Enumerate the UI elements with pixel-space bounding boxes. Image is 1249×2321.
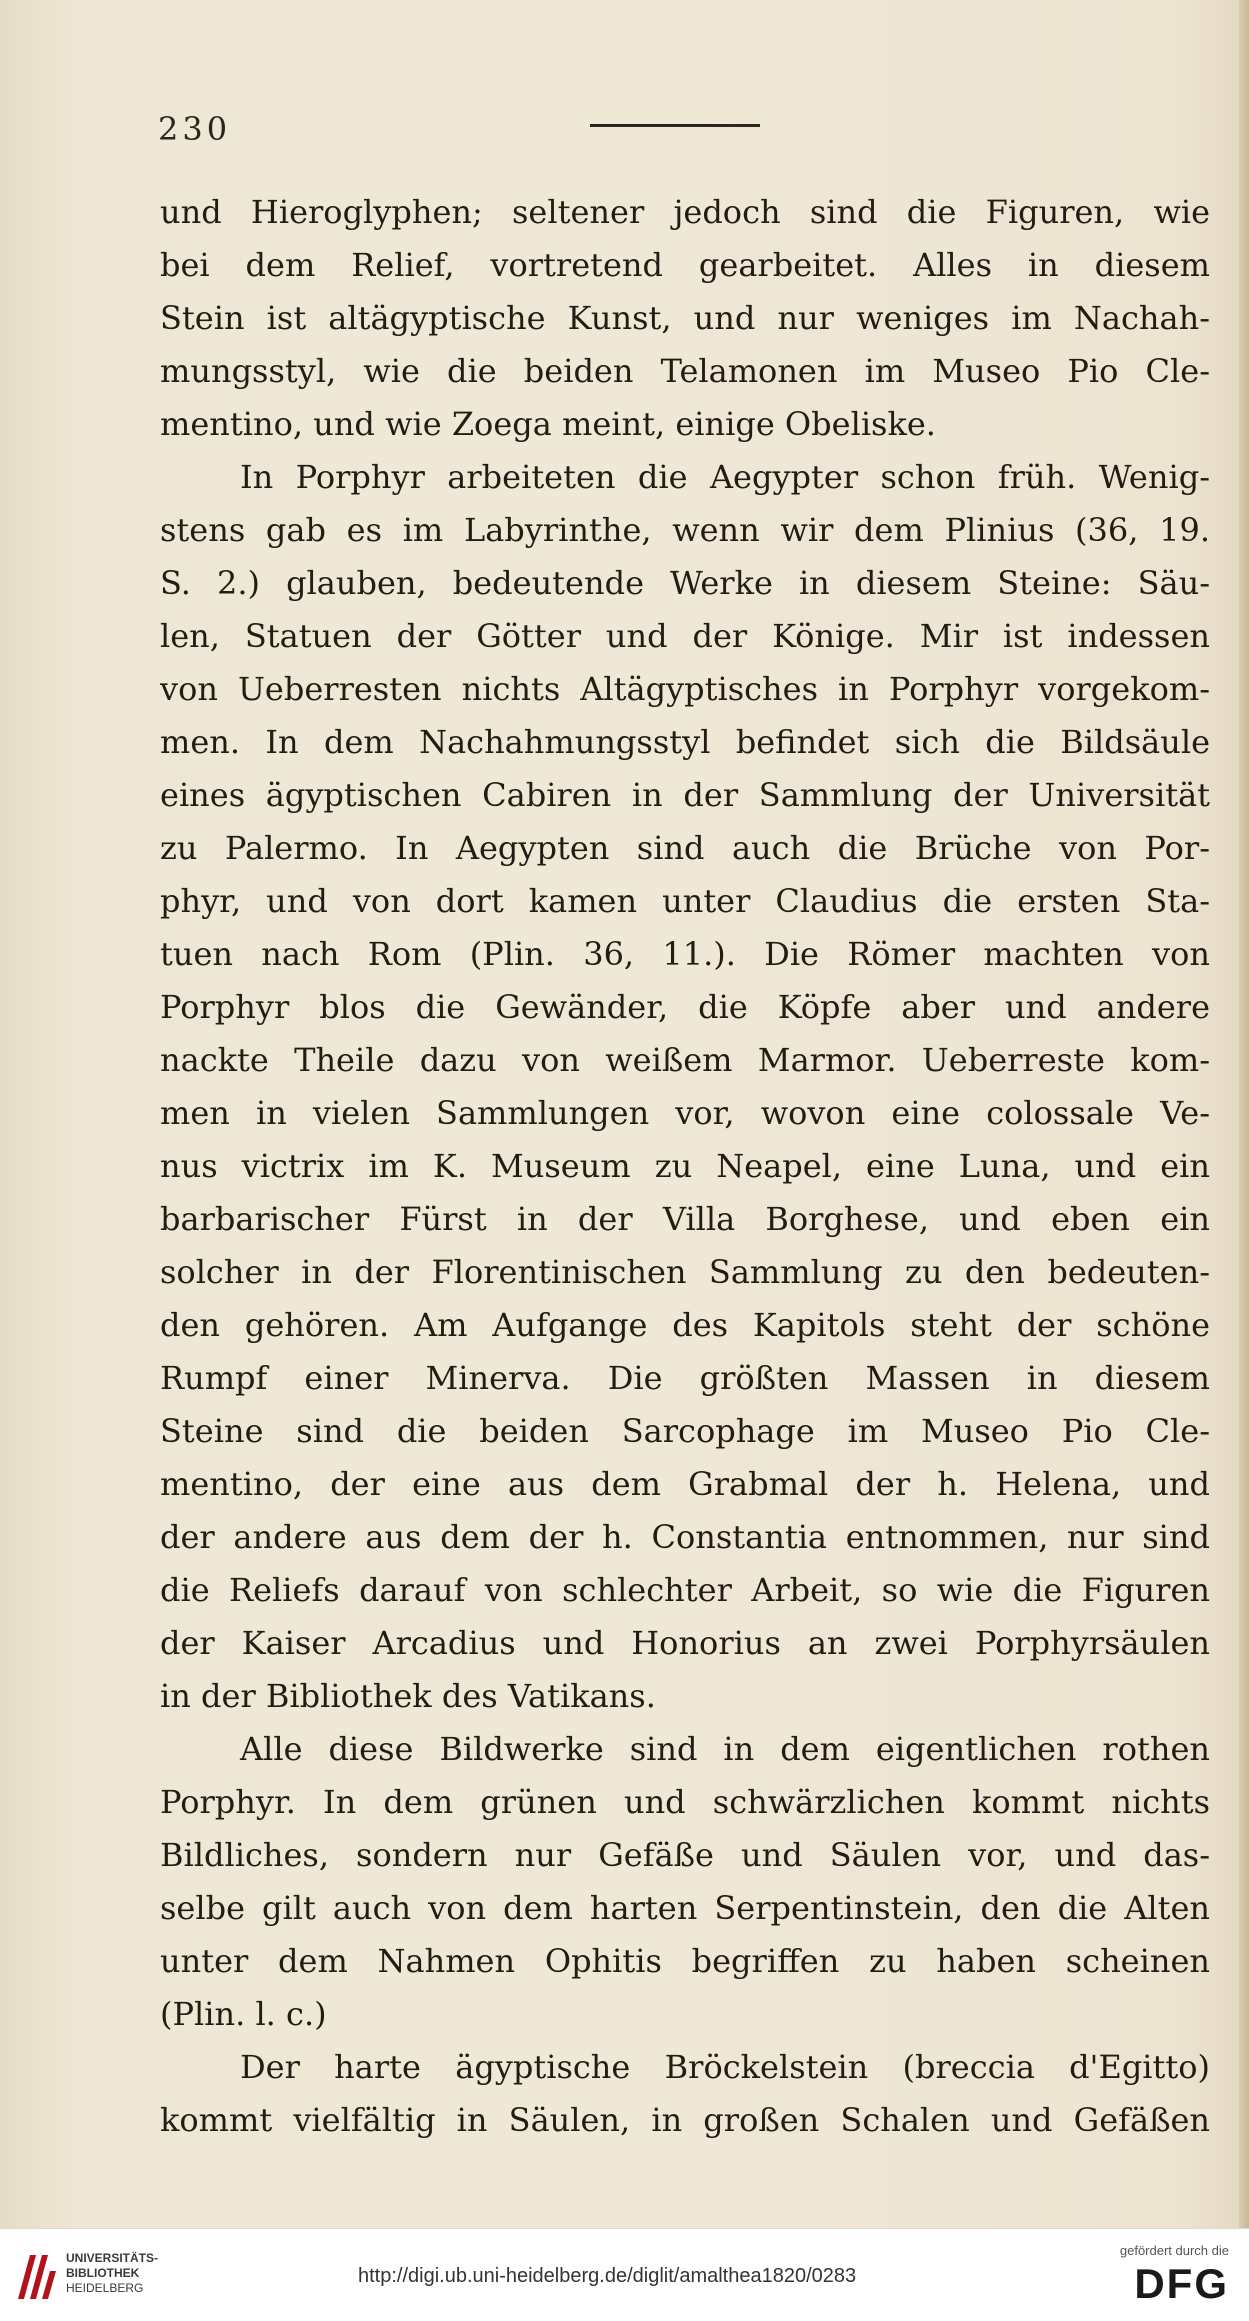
text-line: barbarischer Fürst in der Villa Borghese, und eben ein: [160, 1200, 1210, 1238]
text-line: Porphyr. In dem grünen und schwärzlichen kommt nichts: [160, 1783, 1210, 1821]
page-edge: [1239, 0, 1249, 2228]
header-rule: [590, 124, 760, 127]
library-logo-icon: [14, 2249, 58, 2303]
viewer-footer: [0, 2228, 1249, 2321]
text-line: zu Palermo. In Aegypten sind auch die Brüche von Por-: [160, 829, 1210, 867]
body-text: [160, 186, 1210, 2147]
text-line: mentino, der eine aus dem Grabmal der h. Helena, und: [160, 1465, 1210, 1503]
text-line: Rumpf einer Minerva. Die größten Massen in diesem: [160, 1359, 1210, 1397]
text-line: unter dem Nahmen Ophitis begriffen zu haben scheinen: [160, 1942, 1210, 1980]
library-name-line: UNIVERSITÄTS-: [66, 2251, 159, 2265]
text-line: der andere aus dem der h. Constantia entnommen, nur sind: [160, 1518, 1210, 1556]
text-line: Porphyr blos die Gewänder, die Köpfe aber und andere: [160, 988, 1210, 1026]
text-line: In Porphyr arbeiteten die Aegypter schon früh. Wenig-: [240, 458, 1210, 496]
text-line: Alle diese Bildwerke sind in dem eigentlichen rothen: [240, 1730, 1210, 1768]
text-line: S. 2.) glauben, bedeutende Werke in diesem Steine: Säu-: [160, 564, 1210, 602]
text-line: kommt vielfältig in Säulen, in großen Schalen und Gefäßen: [160, 2101, 1210, 2139]
text-line: von Ueberresten nichts Altägyptisches in Porphyr vorgekom-: [160, 670, 1210, 708]
text-line: men in vielen Sammlungen vor, wovon eine colossale Ve-: [160, 1094, 1210, 1132]
text-line: mungsstyl, wie die beiden Telamonen im Museo Pio Cle-: [160, 352, 1210, 390]
text-line: Bildliches, sondern nur Gefäße und Säulen vor, und das-: [160, 1836, 1210, 1874]
funder-logo: DFG: [1134, 2260, 1229, 2307]
library-name-line: HEIDELBERG: [66, 2281, 144, 2295]
permalink-url[interactable]: http://digi.ub.uni-heidelberg.de/diglit/amalthea1820/0283: [358, 2265, 857, 2287]
text-line: phyr, und von dort kamen unter Claudius die ersten Sta-: [160, 882, 1210, 920]
text-line: len, Statuen der Götter und der Könige. Mir ist indessen: [160, 617, 1210, 655]
text-line: und Hieroglyphen; seltener jedoch sind die Figuren, wie: [160, 193, 1210, 231]
funder-label: gefördert durch die: [1119, 2243, 1229, 2258]
page-number: 230: [158, 110, 232, 148]
text-line: men. In dem Nachahmungsstyl befindet sich die Bildsäule: [160, 723, 1210, 761]
funder-block: [1079, 2243, 1229, 2310]
text-line: Stein ist altägyptische Kunst, und nur weniges im Nachah-: [160, 299, 1210, 337]
text-line: mentino, und wie Zoega meint, einige Obeliske.: [160, 405, 936, 443]
text-line: nus victrix im K. Museum zu Neapel, eine Luna, und ein: [160, 1147, 1210, 1185]
text-line: den gehören. Am Aufgange des Kapitols steht der schöne: [160, 1306, 1210, 1344]
text-line: der Kaiser Arcadius und Honorius an zwei Porphyrsäulen: [160, 1624, 1210, 1662]
library-name-line: BIBLIOTHEK: [66, 2266, 140, 2280]
text-line: tuen nach Rom (Plin. 36, 11.). Die Römer machten von: [160, 935, 1210, 973]
text-line: solcher in der Florentinischen Sammlung zu den bedeuten-: [160, 1253, 1210, 1291]
library-name: [66, 2251, 176, 2296]
text-line: eines ägyptischen Cabiren in der Sammlung der Universität: [160, 776, 1210, 814]
text-line: nackte Theile dazu von weißem Marmor. Ueberreste kom-: [160, 1041, 1210, 1079]
text-line: (Plin. l. c.): [160, 1995, 327, 2033]
text-line: die Reliefs darauf von schlechter Arbeit, so wie die Figuren: [160, 1571, 1210, 1609]
text-line: in der Bibliothek des Vatikans.: [160, 1677, 656, 1715]
text-line: bei dem Relief, vortretend gearbeitet. Alles in diesem: [160, 246, 1210, 284]
text-line: stens gab es im Labyrinthe, wenn wir dem Plinius (36, 19.: [160, 511, 1210, 549]
text-line: Steine sind die beiden Sarcophage im Museo Pio Cle-: [160, 1412, 1210, 1450]
text-line: Der harte ägyptische Bröckelstein (breccia d'Egitto): [240, 2048, 1210, 2086]
text-line: selbe gilt auch von dem harten Serpentinstein, den die Alten: [160, 1889, 1210, 1927]
